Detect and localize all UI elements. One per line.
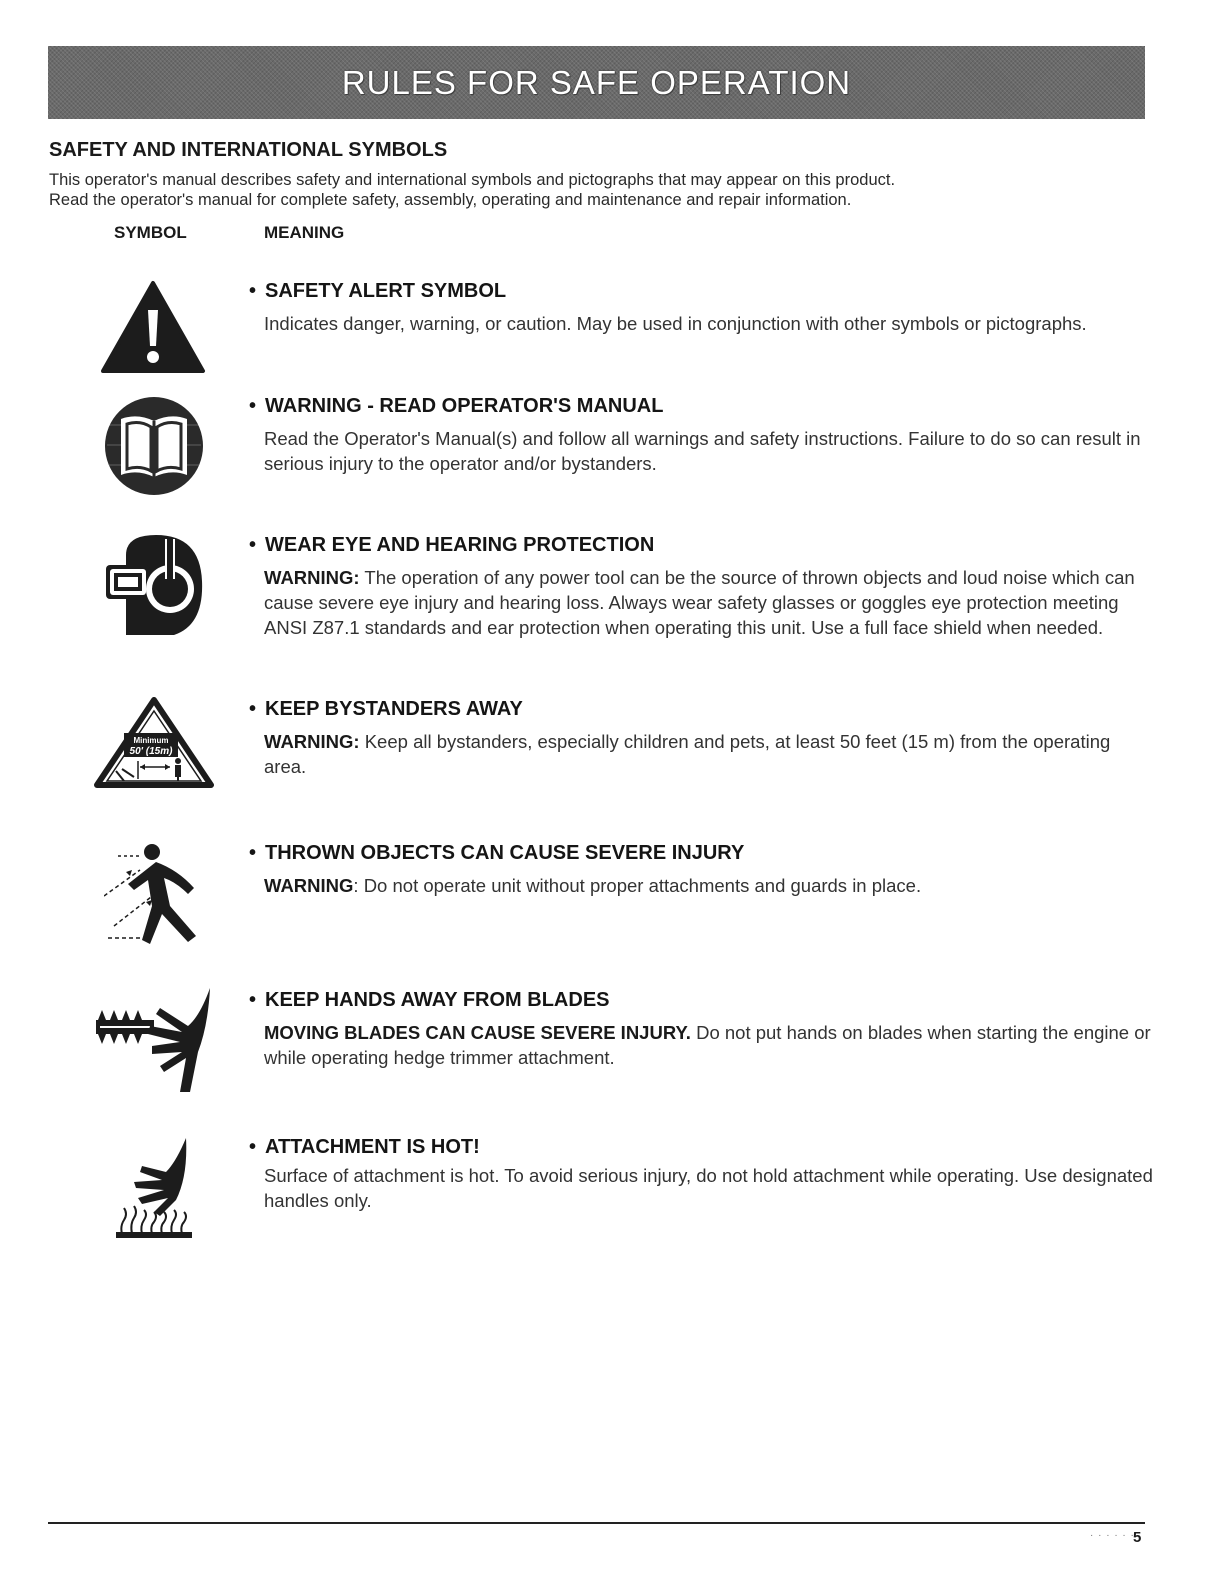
symbol-description: WARNING: Do not operate unit without proper attachments and guards in place. [264,875,922,896]
page-number-leader: · · · · · · [1090,1530,1135,1541]
read-manual-icon [103,395,205,502]
section-intro [49,170,1149,210]
thrown-objects-icon [104,840,206,953]
symbol-description: MOVING BLADES CAN CAUSE SEVERE INJURY. Do not put hands on blades when starting the engine or while operating hedge trimmer attachment. [264,1022,1151,1068]
page-title: RULES FOR SAFE OPERATION [341,63,852,101]
symbol-title: • ATTACHMENT IS HOT! [249,1136,480,1158]
symbol-description: WARNING: The operation of any power tool can be the source of thrown objects and loud noise which can cause severe eye injury and hearing loss. Always wear safety glasses or goggles eye protection meeting ANSI Z87.1 standards and ear protection when operating this unit. Use a full face shield when needed. [264,567,1135,638]
safety-alert-triangle-icon [100,280,206,379]
symbol-description: Surface of attachment is hot. To avoid serious injury, do not hold attachment while operating. Use designated handles only. [264,1165,1153,1211]
footer-divider [48,1522,1145,1524]
symbol-title: • THROWN OBJECTS CAN CAUSE SEVERE INJURY [249,842,745,864]
symbol-description: WARNING: Keep all bystanders, especially children and pets, at least 50 feet (15 m) from the operating area. [264,731,1111,777]
symbol-title: • WARNING - READ OPERATOR'S MANUAL [249,395,664,417]
section-title: SAFETY AND INTERNATIONAL SYMBOLS [49,139,448,161]
hot-surface-icon [114,1136,194,1245]
meaning-column-header: MEANING [264,223,345,242]
svg-text:50' (15m): 50' (15m) [129,746,173,757]
symbol-description: Read the Operator's Manual(s) and follow all warnings and safety instructions. Failure to do so can result in serious injury to the operator and/or bystanders. [264,428,1141,474]
hands-away-blades-icon [90,986,216,1099]
symbol-title: • SAFETY ALERT SYMBOL [249,280,507,302]
symbol-title: • WEAR EYE AND HEARING PROTECTION [249,534,655,556]
intro-line-1: This operator's manual describes safety and international symbols and pictographs that may appear on this product. [49,171,896,189]
header-banner [48,46,1145,119]
svg-text:Minimum: Minimum [133,736,169,745]
symbol-column-header: SYMBOL [114,223,187,242]
eye-hearing-protection-icon [104,533,208,644]
intro-line-2: Read the operator's manual for complete safety, assembly, operating and maintenance and repair information. [49,191,852,209]
symbol-description: Indicates danger, warning, or caution. May be used in conjunction with other symbols or pictographs. [264,313,1087,334]
symbol-title: • KEEP BYSTANDERS AWAY [249,698,523,720]
symbol-title: • KEEP HANDS AWAY FROM BLADES [249,989,610,1011]
page-number: 5 [1133,1529,1142,1546]
keep-bystanders-away-icon [94,697,214,794]
